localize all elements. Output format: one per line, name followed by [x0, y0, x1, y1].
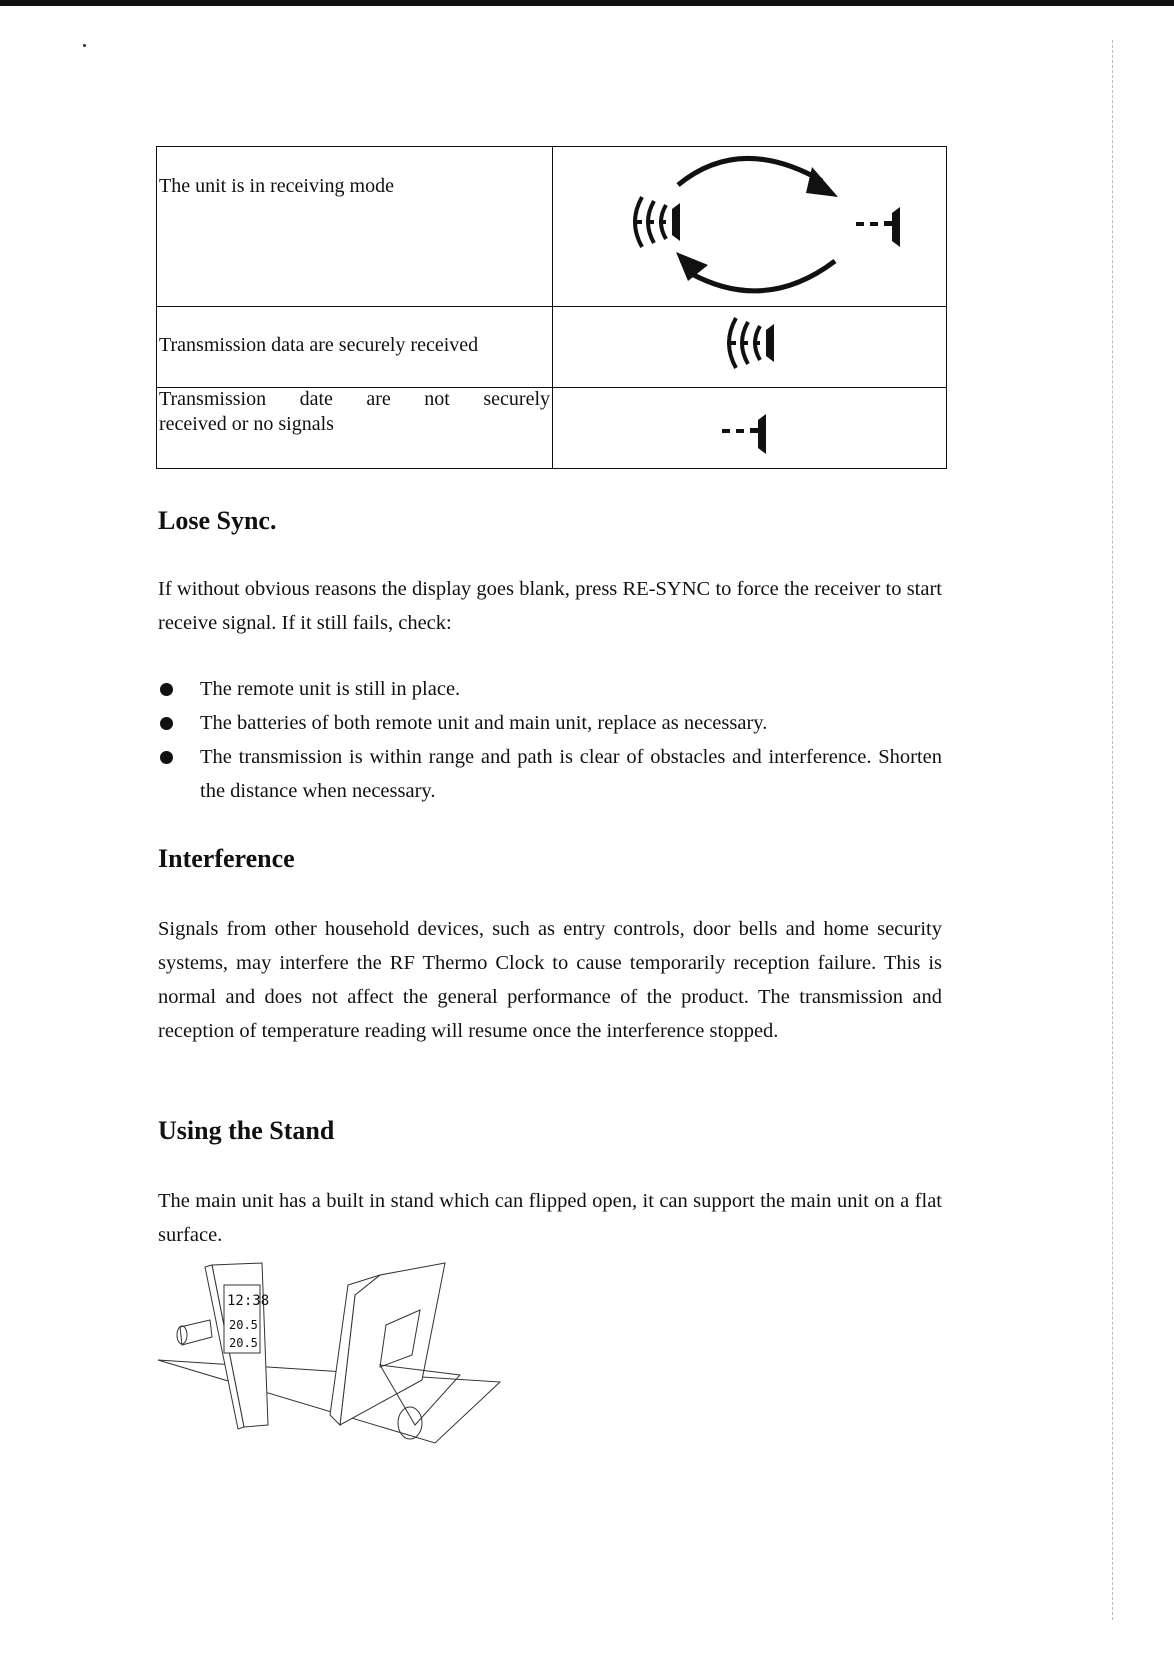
row-description: The unit is in receiving mode: [159, 175, 394, 197]
heading-using-stand: Using the Stand: [158, 1116, 335, 1145]
table-row: [157, 388, 947, 469]
stand-illustration: [150, 1255, 510, 1450]
list-item: The transmission is within range and path is clear of obstacles and interference. Shorten the distance when necessary.: [158, 740, 942, 808]
list-item: The remote unit is still in place.: [158, 672, 942, 706]
scan-top-border: [0, 0, 1174, 6]
clock-temp1-label: 20.5: [229, 1318, 258, 1332]
row-description: Transmission data are securely received: [159, 334, 479, 356]
lose-sync-paragraph: If without obvious reasons the display goes blank, press RE-SYNC to force the receiver to start receive signal. If it still fails, check:: [158, 578, 942, 634]
row-description-line1: Transmission date are not securely: [159, 388, 550, 410]
heading-interference: Interference: [158, 844, 295, 873]
stand-paragraph: The main unit has a built in stand which can flipped open, it can support the main unit on a flat surface.: [158, 1190, 942, 1246]
scan-speck: [83, 44, 86, 47]
table-row: [157, 147, 947, 307]
clock-time-label: 12:38: [227, 1293, 270, 1309]
interference-paragraph: Signals from other household devices, such as entry controls, door bells and home security systems, may interfere the RF Thermo Clock to cause temporarily reception failure. This is normal and does not affect the general performance of the product. The transmission and reception of temperature reading will resume once the interference stopped.: [158, 918, 942, 1042]
clock-temp2-label: 20.5: [229, 1336, 258, 1350]
strong-signal-icon: [720, 316, 780, 372]
no-signal-icon: [720, 406, 780, 462]
lose-sync-checklist: [158, 672, 942, 808]
scan-right-edge: [1112, 40, 1114, 1620]
heading-lose-sync: Lose Sync.: [158, 506, 277, 535]
bullet-icon: [160, 717, 173, 730]
list-item: The batteries of both remote unit and main unit, replace as necessary.: [158, 706, 942, 740]
receiving-mode-cycle-icon: [590, 149, 910, 299]
table-row: [157, 307, 947, 388]
row-description-line2: received or no signals: [159, 413, 334, 435]
bullet-icon: [160, 751, 173, 764]
signal-status-table: [156, 146, 947, 469]
bullet-icon: [160, 683, 173, 696]
